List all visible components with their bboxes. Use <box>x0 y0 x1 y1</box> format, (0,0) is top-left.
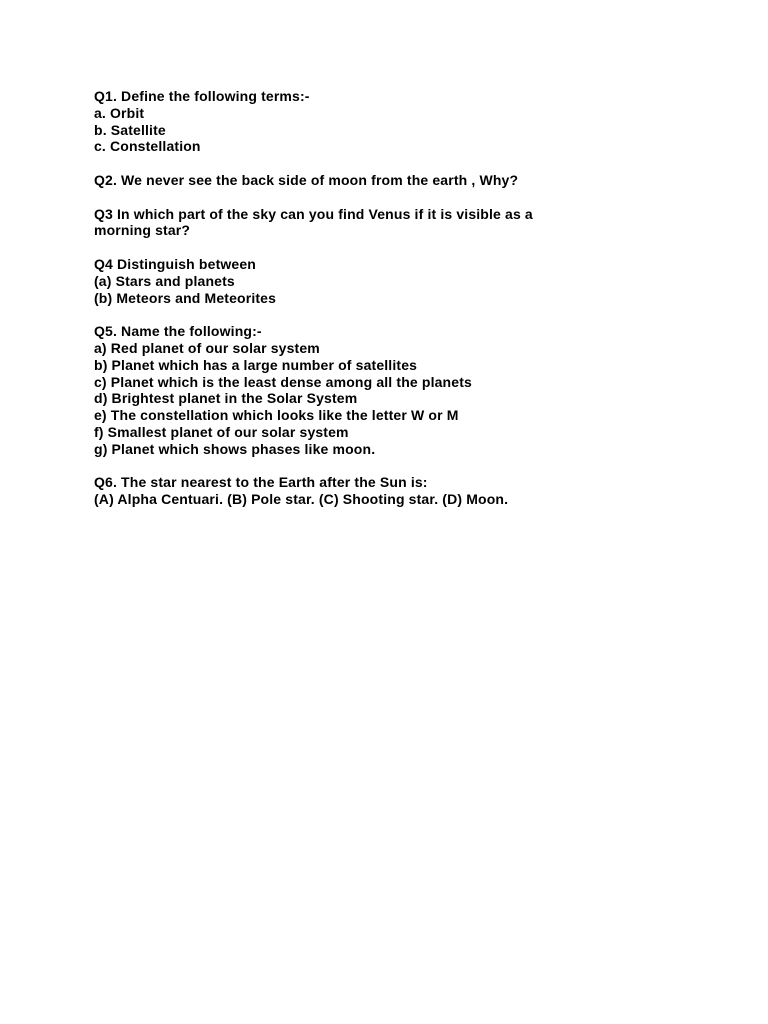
question-5-item-g: g) Planet which shows phases like moon. <box>94 440 376 457</box>
question-3-prompt: Q3 In which part of the sky can you find Venus if it is visible as a <box>94 205 533 222</box>
question-1-prompt: Q1. Define the following terms:- <box>94 88 310 104</box>
question-5-item-c: c) Planet which is the least dense among all the planets <box>94 373 472 390</box>
question-list <box>94 88 694 525</box>
question-1 <box>94 88 694 155</box>
question-2 <box>94 172 694 189</box>
question-3 <box>94 206 694 240</box>
question-4-item-a: (a) Stars and planets <box>94 272 235 289</box>
question-5 <box>94 323 694 457</box>
question-3-prompt-continued: morning star? <box>94 222 191 239</box>
question-5-prompt: Q5. Name the following:- <box>94 323 262 340</box>
question-6-options: (A) Alpha Centuari. (B) Pole star. (C) Shooting star. (D) Moon. <box>94 491 509 508</box>
question-1-item-a: a. Orbit <box>94 104 145 121</box>
question-5-item-f: f) Smallest planet of our solar system <box>94 423 349 440</box>
question-5-item-e: e) The constellation which looks like the letter W or M <box>94 407 459 424</box>
question-5-item-a: a) Red planet of our solar system <box>94 339 320 356</box>
question-4 <box>94 256 694 306</box>
question-5-item-b: b) Planet which has a large number of satellites <box>94 356 418 373</box>
question-6 <box>94 474 694 508</box>
question-1-item-b: b. Satellite <box>94 121 166 138</box>
question-2-prompt: Q2. We never see the back side of moon from the earth , Why? <box>94 171 519 188</box>
question-6-prompt: Q6. The star nearest to the Earth after the Sun is: <box>94 474 428 491</box>
question-4-item-b: (b) Meteors and Meteorites <box>94 289 277 306</box>
question-5-item-d: d) Brightest planet in the Solar System <box>94 390 358 407</box>
question-1-item-c: c. Constellation <box>94 138 201 155</box>
question-4-prompt: Q4 Distinguish between <box>94 255 256 272</box>
